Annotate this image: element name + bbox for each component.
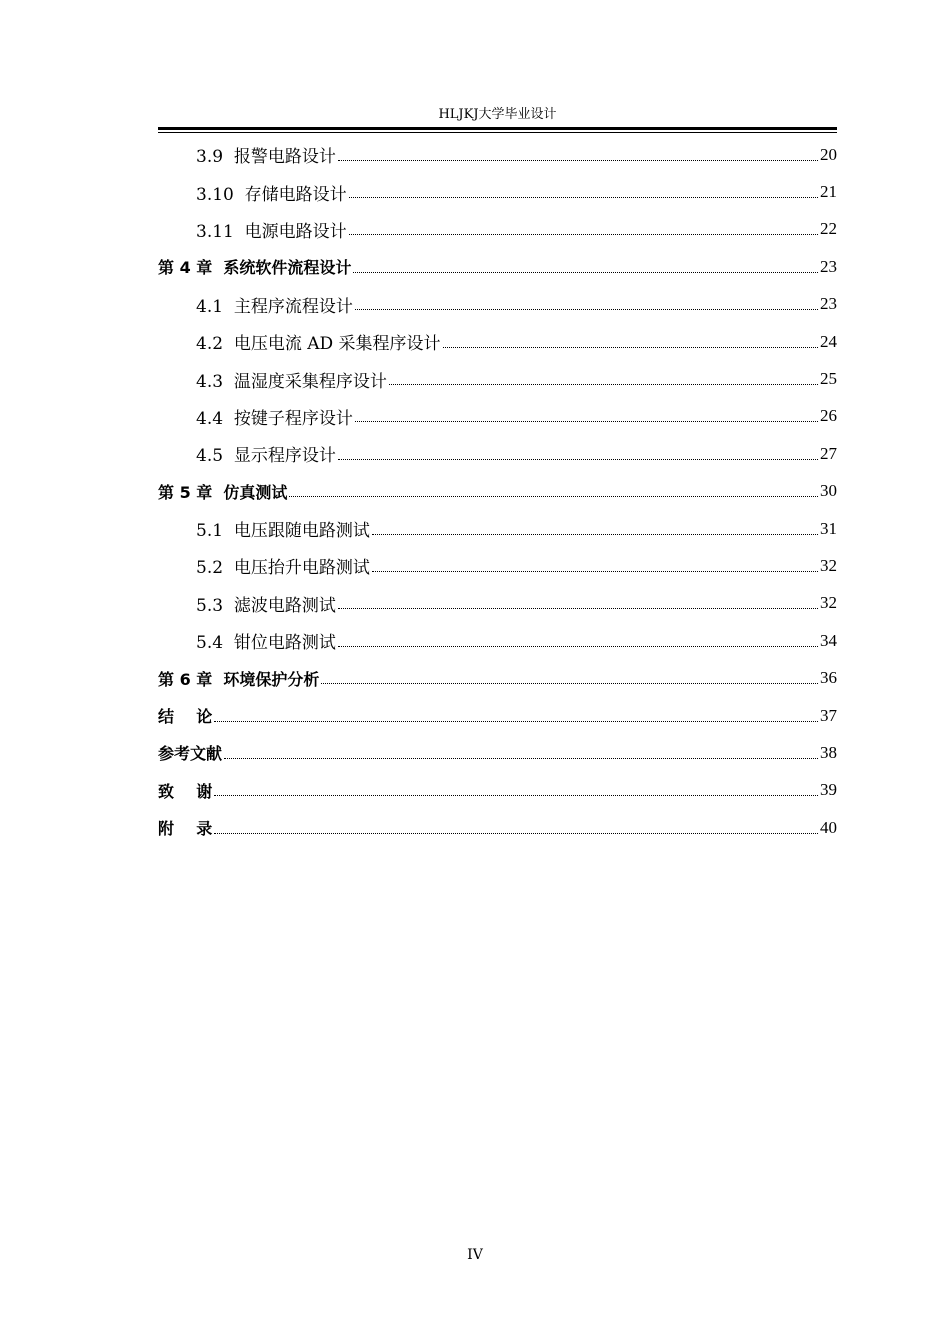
toc-entry[interactable] bbox=[158, 286, 837, 323]
toc-entry-title: 5.1 电压跟随电路测试 bbox=[196, 521, 370, 542]
toc-entry-page: 34 bbox=[820, 630, 837, 650]
toc-entry-title: 4.5 显示程序设计 bbox=[196, 446, 336, 467]
toc-entry[interactable] bbox=[158, 248, 837, 285]
toc-entry-title: 5.2 电压抬升电路测试 bbox=[196, 558, 370, 579]
toc-entry-page: 27 bbox=[820, 443, 837, 463]
toc-entry-title: 3.10 存储电路设计 bbox=[196, 184, 347, 205]
toc-dot-leader bbox=[214, 778, 818, 796]
toc-entry[interactable] bbox=[158, 510, 837, 547]
toc-entry-page: 39 bbox=[820, 780, 837, 800]
toc-entry-page: 32 bbox=[820, 555, 837, 575]
toc-entry-title: 3.11 电源电路设计 bbox=[196, 221, 347, 242]
page-header-title: HLJKJ大学毕业设计 bbox=[438, 107, 557, 122]
toc-entry-page: 21 bbox=[820, 182, 837, 202]
toc-dot-leader bbox=[321, 666, 818, 684]
toc-entry-page: 23 bbox=[820, 294, 837, 314]
toc-dot-leader bbox=[338, 442, 818, 460]
toc-entry-title: 5.3 滤波电路测试 bbox=[196, 595, 336, 616]
toc-entry-page: 32 bbox=[820, 593, 837, 613]
toc-dot-leader bbox=[289, 479, 818, 497]
toc-entry-page: 31 bbox=[820, 518, 837, 538]
toc-entry-title: 第 5 章 仿真测试 bbox=[158, 482, 288, 502]
toc-entry-page: 37 bbox=[820, 705, 837, 725]
toc-dot-leader bbox=[349, 217, 818, 235]
toc-entry-title: 结 论 bbox=[158, 707, 213, 727]
toc-entry[interactable] bbox=[158, 734, 837, 771]
toc-entry-page: 30 bbox=[820, 481, 837, 501]
toc-dot-leader bbox=[355, 292, 818, 310]
page-number: IV bbox=[467, 1247, 483, 1263]
toc-entry-page: 36 bbox=[820, 668, 837, 688]
toc-dot-leader bbox=[349, 180, 818, 198]
toc-entry-page: 22 bbox=[820, 219, 837, 239]
toc-entry[interactable] bbox=[158, 211, 837, 248]
toc-entry-title: 4.2 电压电流 AD 采集程序设计 bbox=[196, 334, 441, 355]
toc-entry[interactable] bbox=[158, 136, 837, 173]
toc-entry-title: 4.4 按键子程序设计 bbox=[196, 408, 353, 429]
toc-dot-leader bbox=[224, 741, 818, 759]
toc-entry-page: 38 bbox=[820, 742, 837, 762]
toc-entry[interactable] bbox=[158, 360, 837, 397]
toc-entry[interactable] bbox=[158, 547, 837, 584]
toc-dot-leader bbox=[372, 517, 818, 535]
toc-entry-title: 4.1 主程序流程设计 bbox=[196, 296, 353, 317]
toc-dot-leader bbox=[355, 404, 818, 422]
toc-entry-page: 40 bbox=[820, 817, 837, 837]
toc-entry[interactable] bbox=[158, 772, 837, 809]
toc-entry[interactable] bbox=[158, 435, 837, 472]
toc-dot-leader bbox=[338, 143, 818, 161]
toc-entry-page: 25 bbox=[820, 369, 837, 389]
toc-dot-leader bbox=[214, 704, 818, 722]
toc-dot-leader bbox=[214, 816, 818, 834]
toc-entry[interactable] bbox=[158, 809, 837, 846]
toc-dot-leader bbox=[389, 367, 818, 385]
header-rule-thick bbox=[158, 127, 837, 130]
toc-entry-page: 20 bbox=[820, 144, 837, 164]
toc-entry-title: 5.4 钳位电路测试 bbox=[196, 633, 336, 654]
toc-dot-leader bbox=[338, 591, 818, 609]
toc-entry-title: 附 录 bbox=[158, 819, 213, 839]
toc-entry[interactable] bbox=[158, 622, 837, 659]
toc-dot-leader bbox=[338, 629, 818, 647]
toc-dot-leader bbox=[443, 330, 818, 348]
toc-entry-title: 4.3 温湿度采集程序设计 bbox=[196, 371, 387, 392]
toc-entry[interactable] bbox=[158, 323, 837, 360]
toc-entry[interactable] bbox=[158, 659, 837, 696]
toc-entry-title: 第 6 章 环境保护分析 bbox=[158, 669, 320, 689]
toc-entry-title: 第 4 章 系统软件流程设计 bbox=[158, 258, 352, 278]
toc-entry[interactable] bbox=[158, 585, 837, 622]
toc-entry-title: 3.9 报警电路设计 bbox=[196, 147, 336, 168]
toc-entry-title: 参考文献 bbox=[158, 744, 223, 764]
toc-entry[interactable] bbox=[158, 398, 837, 435]
toc-dot-leader bbox=[372, 554, 818, 572]
table-of-contents bbox=[158, 136, 837, 846]
toc-entry[interactable] bbox=[158, 473, 837, 510]
toc-dot-leader bbox=[353, 255, 818, 273]
toc-entry-page: 24 bbox=[820, 331, 837, 351]
toc-entry-page: 23 bbox=[820, 256, 837, 276]
toc-entry[interactable] bbox=[158, 697, 837, 734]
toc-entry[interactable] bbox=[158, 173, 837, 210]
header-rule-thin bbox=[158, 132, 837, 133]
toc-entry-page: 26 bbox=[820, 406, 837, 426]
toc-entry-title: 致 谢 bbox=[158, 781, 213, 801]
